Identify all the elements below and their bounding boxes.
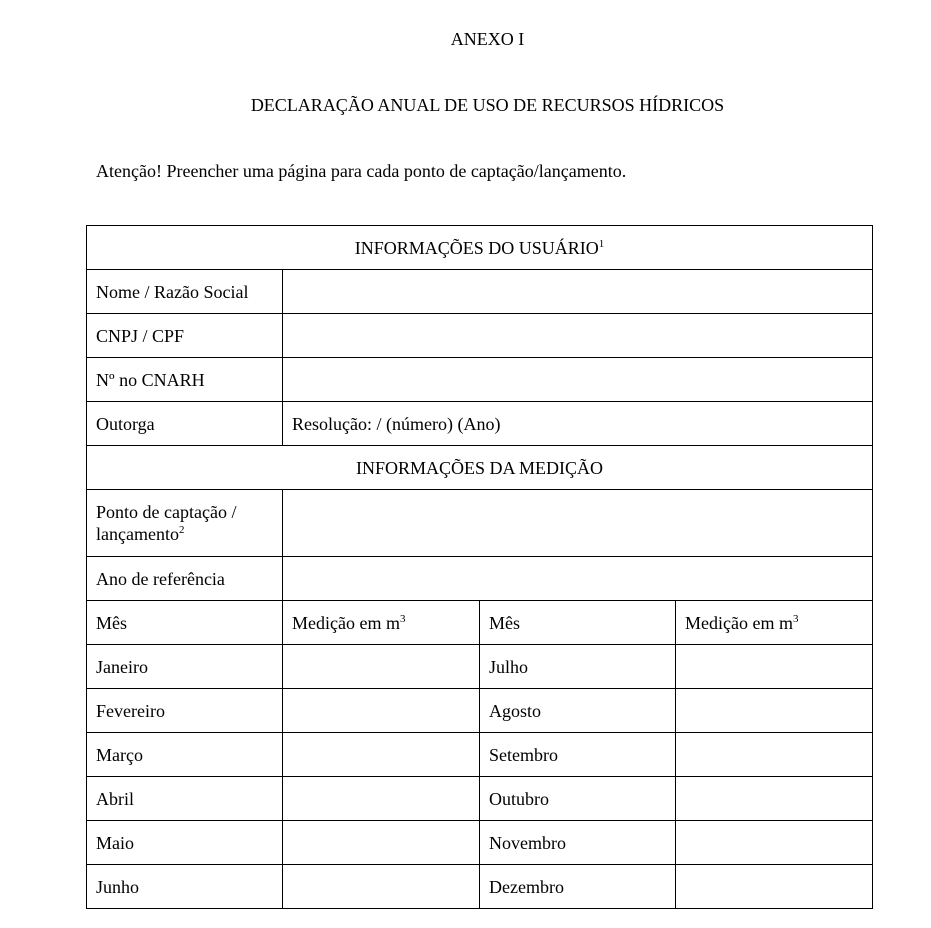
user-info-section-title: INFORMAÇÕES DO USUÁRIO <box>354 237 599 258</box>
month-label: Abril <box>87 777 283 821</box>
measurement-field[interactable] <box>283 865 480 909</box>
name-field[interactable] <box>283 270 873 314</box>
footnote-marker-1: 1 <box>598 237 605 250</box>
cnarh-field[interactable] <box>283 358 873 402</box>
point-label-line1: Ponto de captação / <box>96 502 237 522</box>
point-label-line2: lançamento <box>96 524 179 544</box>
month-label: Agosto <box>480 689 676 733</box>
name-label: Nome / Razão Social <box>87 270 283 314</box>
unit-exponent: 3 <box>399 612 406 625</box>
measure-header-text: Medição em m <box>685 612 793 633</box>
measurement-field[interactable] <box>676 645 873 689</box>
month-label: Fevereiro <box>87 689 283 733</box>
point-field[interactable] <box>283 490 873 557</box>
month-label: Dezembro <box>480 865 676 909</box>
month-header-left: Mês <box>87 601 283 645</box>
declaration-form-table <box>86 225 873 909</box>
measurement-field[interactable] <box>676 733 873 777</box>
year-label: Ano de referência <box>87 557 283 601</box>
measure-header-left <box>283 601 480 645</box>
month-label: Julho <box>480 645 676 689</box>
cnpj-label: CNPJ / CPF <box>87 314 283 358</box>
grant-field[interactable]: Resolução: / (número) (Ano) <box>283 402 873 446</box>
measurement-field[interactable] <box>283 733 480 777</box>
month-row <box>87 645 873 689</box>
measurement-section-row <box>87 446 873 490</box>
month-row <box>87 865 873 909</box>
footnote-marker-2: 2 <box>178 524 185 536</box>
point-label <box>87 490 283 557</box>
user-info-section-row <box>87 226 873 270</box>
annex-title: ANEXO I <box>450 29 525 49</box>
measurement-field[interactable] <box>676 821 873 865</box>
measure-header-text: Medição em m <box>292 612 400 633</box>
measurement-field[interactable] <box>283 689 480 733</box>
unit-exponent: 3 <box>792 612 799 625</box>
month-label: Janeiro <box>87 645 283 689</box>
month-label: Setembro <box>480 733 676 777</box>
cnpj-field[interactable] <box>283 314 873 358</box>
document-title: DECLARAÇÃO ANUAL DE USO DE RECURSOS HÍDRICOS <box>250 95 725 115</box>
cnarh-label: Nº no CNARH <box>87 358 283 402</box>
month-row <box>87 821 873 865</box>
year-field[interactable] <box>283 557 873 601</box>
measurement-field[interactable] <box>283 821 480 865</box>
name-row <box>87 270 873 314</box>
notice-text: Atenção! Preencher uma página para cada ponto de captação/lançamento. <box>96 161 627 181</box>
grant-label: Outorga <box>87 402 283 446</box>
measure-header-right <box>676 601 873 645</box>
measurement-section-header: INFORMAÇÕES DA MEDIÇÃO <box>87 446 873 490</box>
measurement-field[interactable] <box>676 865 873 909</box>
month-header-row <box>87 601 873 645</box>
month-label: Outubro <box>480 777 676 821</box>
cnarh-row <box>87 358 873 402</box>
user-info-section-header <box>87 226 873 270</box>
measurement-field[interactable] <box>676 777 873 821</box>
measurement-field[interactable] <box>676 689 873 733</box>
month-label: Junho <box>87 865 283 909</box>
grant-row <box>87 402 873 446</box>
month-row <box>87 777 873 821</box>
point-row <box>87 490 873 557</box>
month-row <box>87 689 873 733</box>
measurement-field[interactable] <box>283 777 480 821</box>
month-label: Março <box>87 733 283 777</box>
month-label: Novembro <box>480 821 676 865</box>
month-row <box>87 733 873 777</box>
month-header-right: Mês <box>480 601 676 645</box>
cnpj-row <box>87 314 873 358</box>
year-row <box>87 557 873 601</box>
measurement-field[interactable] <box>283 645 480 689</box>
month-label: Maio <box>87 821 283 865</box>
